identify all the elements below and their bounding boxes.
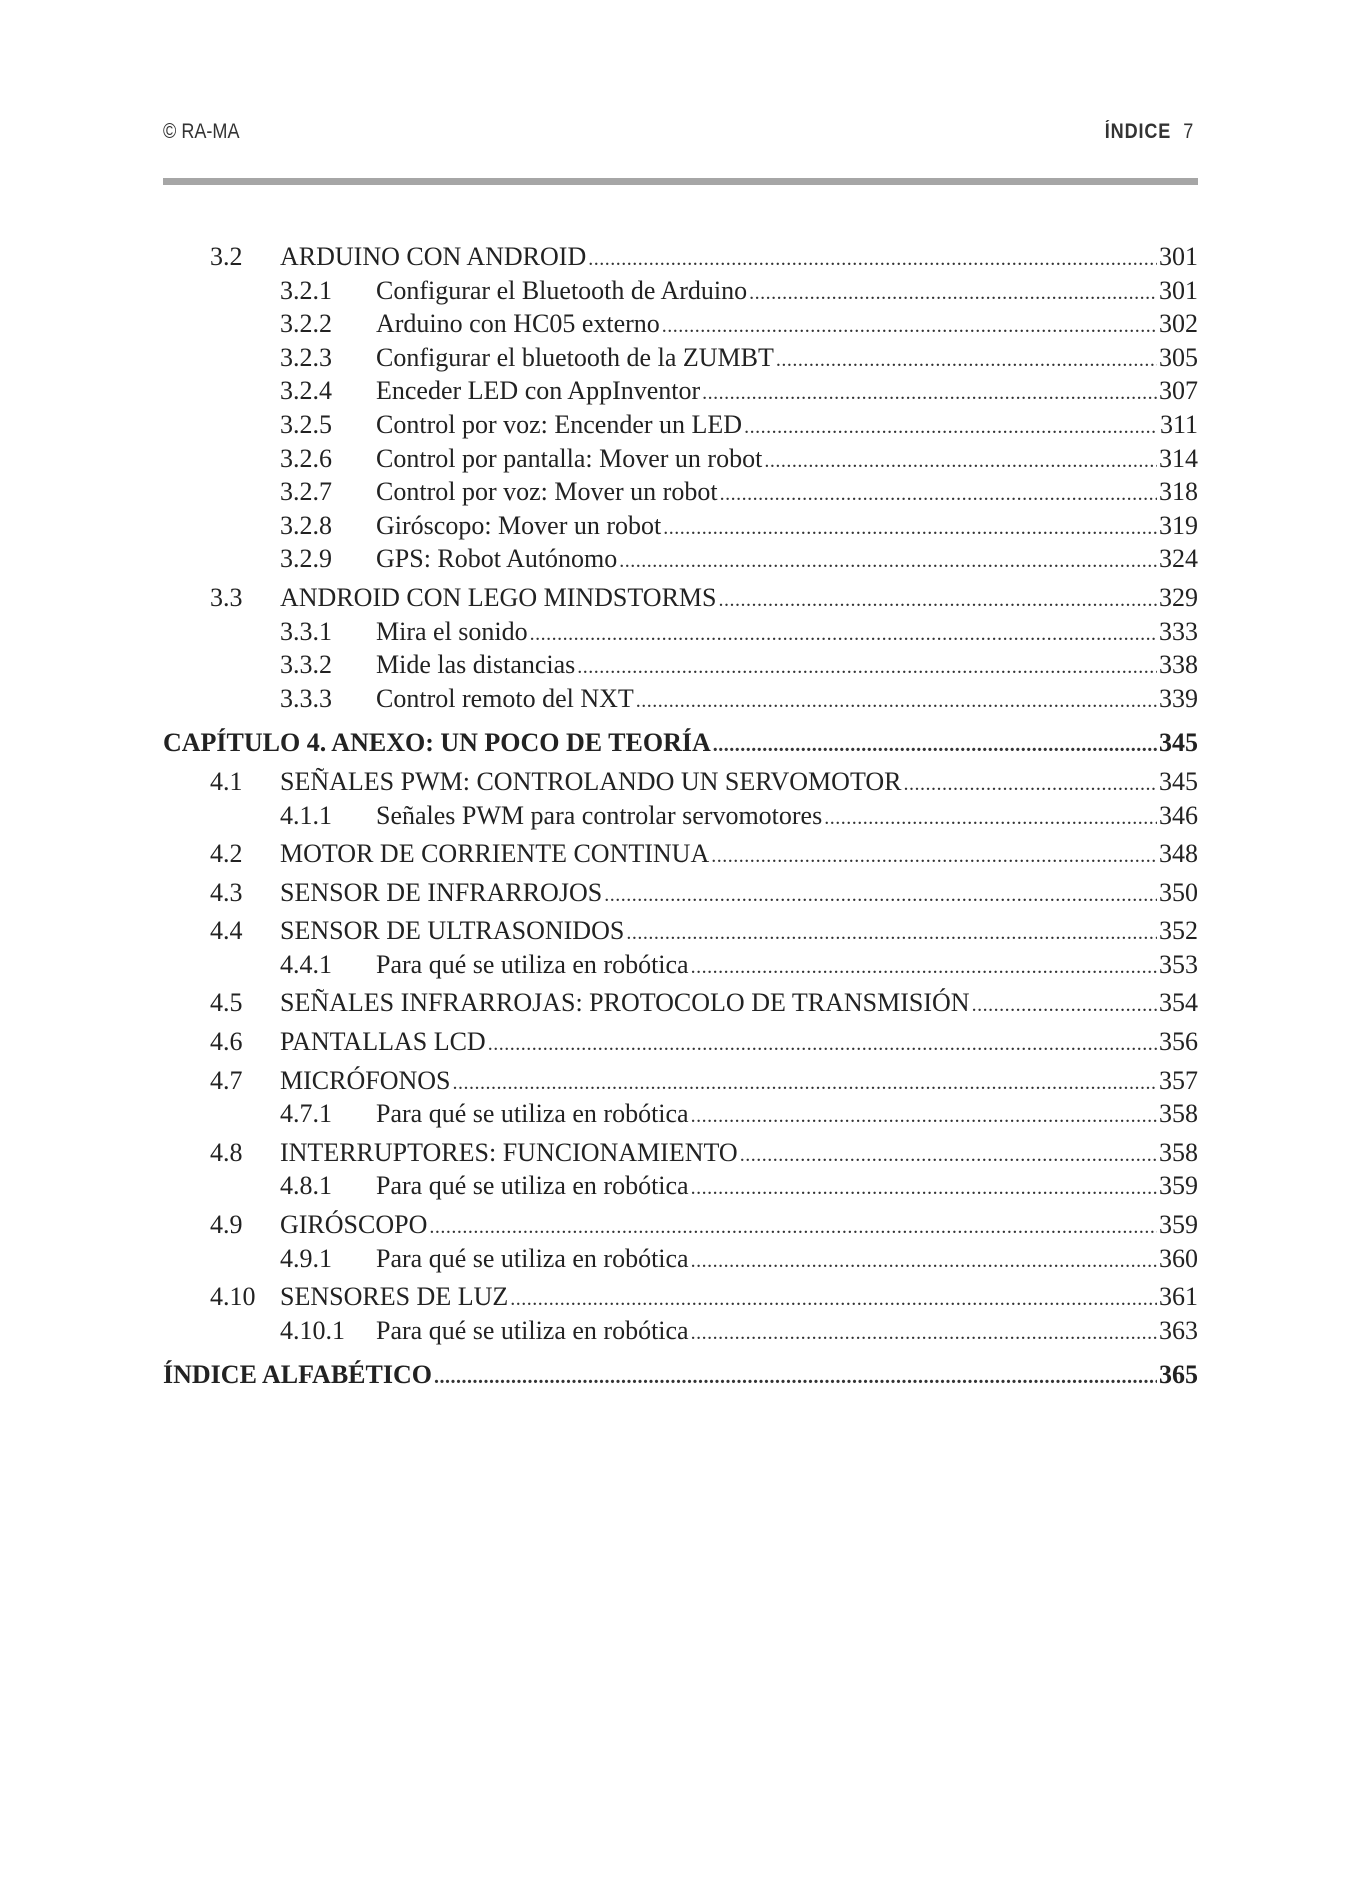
- toc-entry-title: Enceder LED con AppInventor: [376, 376, 701, 406]
- dot-leader: [691, 1100, 1157, 1134]
- toc-entry-number: 4.2: [210, 839, 243, 869]
- toc-entry-title: ÍNDICE ALFABÉTICO: [163, 1360, 432, 1390]
- toc-entry-page: 302: [1159, 309, 1198, 339]
- page-number: 7: [1183, 120, 1194, 143]
- toc-entry-title: Señales PWM para controlar servomotores: [376, 800, 823, 830]
- toc-entry[interactable]: [163, 648, 1198, 682]
- toc-entry-number: 3.2.6: [280, 443, 332, 473]
- toc-entry-title: Para qué se utiliza en robótica: [376, 1315, 689, 1345]
- dot-leader: [453, 1067, 1158, 1101]
- dot-leader: [720, 478, 1157, 512]
- toc-entry-page: 307: [1159, 376, 1198, 406]
- toc-entry-page: 346: [1159, 800, 1198, 830]
- dot-leader: [588, 243, 1157, 277]
- toc-entry-number: 3.2.7: [280, 477, 332, 507]
- running-head: [1105, 120, 1193, 144]
- toc-entry-title: Arduino con HC05 externo: [376, 309, 660, 339]
- toc-entry[interactable]: [163, 509, 1198, 543]
- toc-chapter-entry[interactable]: [163, 726, 1198, 760]
- dot-leader: [749, 277, 1157, 311]
- toc-entry[interactable]: [163, 274, 1198, 308]
- toc-entry[interactable]: [163, 408, 1198, 442]
- toc-entry-page: 301: [1159, 275, 1198, 305]
- dot-leader: [663, 512, 1157, 546]
- toc-entry-title: Mira el sonido: [376, 616, 528, 646]
- dot-leader: [434, 1361, 1157, 1395]
- dot-leader: [662, 310, 1157, 344]
- toc-entry-page: 356: [1159, 1027, 1198, 1057]
- toc-entry-number: 3.2.8: [280, 510, 332, 540]
- toc-entry-page: 345: [1159, 766, 1198, 796]
- toc-entry-page: 338: [1159, 650, 1198, 680]
- toc-entry-title: MOTOR DE CORRIENTE CONTINUA: [280, 839, 710, 869]
- toc-entry[interactable]: [163, 475, 1198, 509]
- toc-entry-page: 314: [1159, 443, 1198, 473]
- dot-leader: [764, 445, 1157, 479]
- dot-leader: [740, 1139, 1157, 1173]
- toc-entry-page: 318: [1159, 477, 1198, 507]
- toc-entry-title: Para qué se utiliza en robótica: [376, 1099, 689, 1129]
- toc-entry-title: ANDROID CON LEGO MINDSTORMS: [280, 582, 717, 612]
- toc-entry-title: Control por voz: Encender un LED: [376, 409, 743, 439]
- dot-leader: [530, 618, 1157, 652]
- toc-entry-number: 4.10.1: [280, 1315, 345, 1345]
- dot-leader: [604, 879, 1157, 913]
- toc-entry-title: Para qué se utiliza en robótica: [376, 1171, 689, 1201]
- toc-entry[interactable]: [163, 1169, 1198, 1203]
- dot-leader: [691, 951, 1157, 985]
- toc-entry-title: INTERRUPTORES: FUNCIONAMIENTO: [280, 1137, 738, 1167]
- table-of-contents: [163, 235, 1198, 1397]
- dot-leader: [691, 1172, 1157, 1206]
- toc-entry-page: 358: [1159, 1099, 1198, 1129]
- toc-entry-page: 358: [1159, 1137, 1198, 1167]
- toc-entry-number: 3.2.1: [280, 275, 332, 305]
- toc-entry-title: SENSOR DE INFRARROJOS: [280, 877, 603, 907]
- toc-entry-number: 3.3.1: [280, 616, 332, 646]
- toc-entry-page: 348: [1159, 839, 1198, 869]
- toc-entry-page: 357: [1159, 1065, 1198, 1095]
- dot-leader: [636, 685, 1157, 719]
- dot-leader: [510, 1283, 1157, 1317]
- toc-entry-page: 354: [1159, 988, 1198, 1018]
- toc-entry-number: 3.3.2: [280, 650, 332, 680]
- page-header: [163, 114, 1194, 154]
- toc-entry[interactable]: [163, 341, 1198, 375]
- toc-entry-page: 329: [1159, 582, 1198, 612]
- toc-entry-number: 3.2.2: [280, 309, 332, 339]
- toc-entry[interactable]: [163, 765, 1198, 799]
- toc-entry-number: 4.9: [210, 1210, 243, 1240]
- toc-entry-title: Configurar el Bluetooth de Arduino: [376, 275, 748, 305]
- toc-entry[interactable]: [163, 1314, 1198, 1348]
- toc-entry-number: 4.10: [210, 1282, 256, 1312]
- toc-entry-page: 301: [1159, 242, 1198, 271]
- toc-entry-number: 3.2.5: [280, 409, 332, 439]
- toc-entry-page: 361: [1159, 1282, 1198, 1312]
- toc-entry-number: 4.1.1: [280, 800, 332, 830]
- toc-entry-title: MICRÓFONOS: [280, 1065, 451, 1095]
- toc-entry[interactable]: [163, 1136, 1198, 1170]
- toc-entry-number: 3.2.3: [280, 342, 332, 372]
- toc-entry[interactable]: [163, 914, 1198, 948]
- toc-entry-number: 3.2: [210, 242, 243, 271]
- toc-chapter-entry[interactable]: [163, 1358, 1198, 1392]
- toc-entry-page: 365: [1159, 1360, 1198, 1390]
- dot-leader: [713, 729, 1157, 763]
- toc-entry[interactable]: [163, 799, 1198, 833]
- toc-entry[interactable]: [163, 374, 1198, 408]
- dot-leader: [776, 344, 1157, 378]
- toc-entry-page: 333: [1159, 616, 1198, 646]
- toc-entry-number: 3.2.9: [280, 544, 332, 574]
- toc-entry-number: 4.4: [210, 916, 243, 946]
- dot-leader: [972, 989, 1157, 1023]
- toc-entry[interactable]: [163, 307, 1198, 341]
- toc-entry-number: 4.7.1: [280, 1099, 332, 1129]
- header-rule: [163, 178, 1198, 185]
- toc-entry[interactable]: [163, 1280, 1198, 1314]
- toc-entry-title: SEÑALES PWM: CONTROLANDO UN SERVOMOTOR: [280, 766, 902, 796]
- toc-entry-page: 350: [1159, 877, 1198, 907]
- toc-entry[interactable]: [163, 615, 1198, 649]
- toc-entry-page: 339: [1159, 683, 1198, 713]
- toc-entry[interactable]: [163, 1242, 1198, 1276]
- toc-entry-page: 359: [1159, 1171, 1198, 1201]
- toc-entry-title: Control por voz: Mover un robot: [376, 477, 718, 507]
- toc-entry-title: SENSORES DE LUZ: [280, 1282, 509, 1312]
- toc-entry-number: 4.4.1: [280, 949, 332, 979]
- dot-leader: [744, 411, 1158, 445]
- toc-entry-page: 359: [1159, 1210, 1198, 1240]
- dot-leader: [824, 802, 1157, 836]
- dot-leader: [577, 651, 1157, 685]
- dot-leader: [711, 840, 1157, 874]
- section-title: ÍNDICE: [1104, 120, 1172, 143]
- toc-entry-number: 3.2.4: [280, 376, 332, 406]
- toc-entry-page: 319: [1159, 510, 1198, 540]
- toc-entry-number: 4.3: [210, 877, 243, 907]
- toc-entry-title: Giróscopo: Mover un robot: [376, 510, 662, 540]
- toc-entry-number: 4.8.1: [280, 1171, 332, 1201]
- toc-entry-title: GIRÓSCOPO: [280, 1210, 428, 1240]
- toc-entry-page: 353: [1159, 949, 1198, 979]
- toc-entry-number: 4.6: [210, 1027, 243, 1057]
- toc-entry[interactable]: [163, 442, 1198, 476]
- toc-entry-title: Mide las distancias: [376, 650, 576, 680]
- toc-entry-page: 360: [1159, 1243, 1198, 1273]
- toc-entry[interactable]: [163, 581, 1198, 615]
- toc-entry[interactable]: [163, 1097, 1198, 1131]
- dot-leader: [626, 917, 1157, 951]
- publisher-label: © RA-MA: [163, 120, 240, 143]
- toc-entry-number: 4.5: [210, 988, 243, 1018]
- toc-entry-title: PANTALLAS LCD: [280, 1027, 486, 1057]
- dot-leader: [691, 1317, 1157, 1351]
- toc-entry-title: Control remoto del NXT: [376, 683, 634, 713]
- toc-entry-title: Control por pantalla: Mover un robot: [376, 443, 763, 473]
- toc-entry-title: SENSOR DE ULTRASONIDOS: [280, 916, 625, 946]
- dot-leader: [488, 1028, 1157, 1062]
- dot-leader: [903, 768, 1157, 802]
- toc-entry-title: Para qué se utiliza en robótica: [376, 949, 689, 979]
- toc-entry-page: 363: [1159, 1315, 1198, 1345]
- toc-entry[interactable]: [163, 240, 1198, 274]
- toc-entry-number: 3.3.3: [280, 683, 332, 713]
- toc-entry-title: Configurar el bluetooth de la ZUMBT: [376, 342, 774, 372]
- toc-entry-page: 352: [1159, 916, 1198, 946]
- toc-entry-number: 3.3: [210, 582, 243, 612]
- toc-entry-title: Para qué se utiliza en robótica: [376, 1243, 689, 1273]
- dot-leader: [702, 377, 1157, 411]
- toc-entry-title: GPS: Robot Autónomo: [376, 544, 618, 574]
- toc-entry-page: 324: [1159, 544, 1198, 574]
- toc-entry[interactable]: [163, 1064, 1198, 1098]
- toc-entry[interactable]: [163, 948, 1198, 982]
- toc-entry-number: 4.9.1: [280, 1243, 332, 1273]
- toc-entry[interactable]: [163, 1208, 1198, 1242]
- toc-entry-page: 305: [1159, 342, 1198, 372]
- toc-entry-title: SEÑALES INFRARROJAS: PROTOCOLO DE TRANSMISIÓN: [280, 988, 970, 1018]
- toc-entry[interactable]: [163, 542, 1198, 576]
- toc-entry-title: CAPÍTULO 4. ANEXO: UN POCO DE TEORÍA: [163, 728, 711, 758]
- toc-entry[interactable]: [163, 986, 1198, 1020]
- toc-entry[interactable]: [163, 1025, 1198, 1059]
- dot-leader: [719, 584, 1158, 618]
- dot-leader: [691, 1245, 1157, 1279]
- toc-entry[interactable]: [163, 682, 1198, 716]
- toc-entry-number: 4.1: [210, 766, 243, 796]
- toc-entry[interactable]: [163, 876, 1198, 910]
- toc-entry-title: ARDUINO CON ANDROID: [280, 242, 587, 271]
- toc-entry[interactable]: [163, 837, 1198, 871]
- dot-leader: [619, 545, 1157, 579]
- dot-leader: [429, 1211, 1157, 1245]
- toc-entry-number: 4.7: [210, 1065, 243, 1095]
- toc-entry-page: 345: [1159, 728, 1198, 758]
- toc-entry-number: 4.8: [210, 1137, 243, 1167]
- toc-entry-page: 311: [1159, 409, 1198, 439]
